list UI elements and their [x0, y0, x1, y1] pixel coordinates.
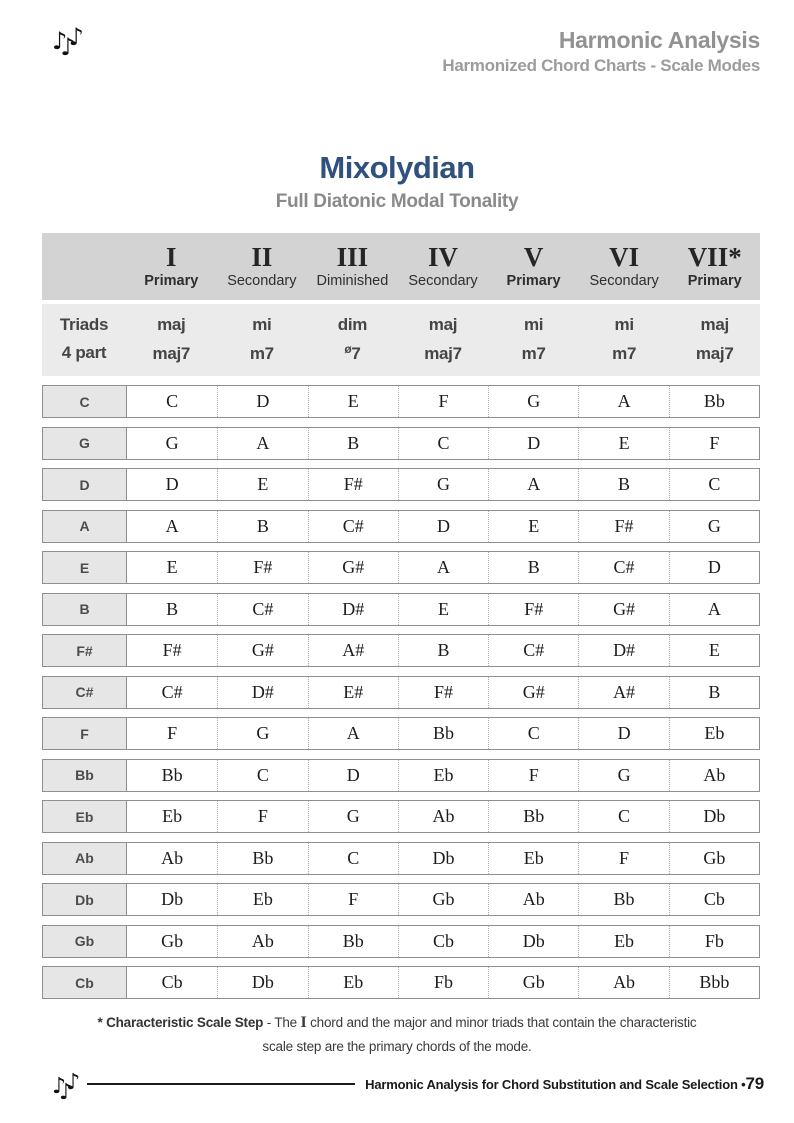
- chord-cell: E: [308, 386, 398, 417]
- page-number: 79: [745, 1074, 764, 1094]
- chord-cell: B: [669, 677, 759, 708]
- column-header-II: [217, 233, 308, 300]
- key-row: [42, 676, 760, 709]
- chord-cell: Bb: [488, 801, 578, 832]
- chord-cell: E: [398, 594, 488, 625]
- column-header-V: [488, 233, 579, 300]
- footnote: [0, 1010, 794, 1057]
- triad-quality: maj: [157, 315, 186, 334]
- chord-cell: Ab: [669, 760, 759, 791]
- chord-cell: Cb: [161, 972, 183, 992]
- chord-cell: D: [308, 760, 398, 791]
- chord-cell: A#: [578, 677, 668, 708]
- key-label: C: [43, 386, 127, 417]
- chord-cell: E: [166, 557, 178, 577]
- key-label: C#: [43, 677, 127, 708]
- key-row: [42, 966, 760, 999]
- music-notes-icon: [52, 1070, 74, 1106]
- key-row: [42, 717, 760, 750]
- chord-cell: G: [669, 511, 759, 542]
- mode-subtitle: Full Diatonic Modal Tonality: [275, 191, 519, 212]
- key-label: F: [43, 718, 127, 749]
- chord-cell: D: [165, 474, 179, 494]
- document-title: Harmonic Analysis: [558, 27, 760, 53]
- chord-cell: D#: [217, 677, 307, 708]
- fourpart-quality: [126, 342, 217, 364]
- fourpart-text: maj7: [424, 344, 462, 363]
- chord-cell: Ab: [161, 847, 184, 868]
- eighth-note-icon: ♪: [52, 1074, 60, 1100]
- column-header-I: [126, 233, 217, 300]
- key-label: B: [43, 594, 127, 625]
- footnote-roman-numeral: I: [300, 1014, 307, 1031]
- chord-cell: Bb: [398, 718, 488, 749]
- fourpart-quality: [217, 342, 308, 364]
- page-header: [0, 0, 794, 76]
- chord-cell: Cb: [669, 884, 759, 915]
- chord-cell: Gb: [669, 843, 759, 874]
- chord-cell: G#: [217, 635, 307, 666]
- function-label: Primary: [506, 273, 561, 289]
- chord-cell: F: [669, 428, 759, 459]
- footer-bullet: •: [741, 1077, 746, 1093]
- chord-quality-band: [42, 304, 760, 376]
- chord-cell: F: [488, 760, 578, 791]
- chord-cell: Db: [488, 926, 578, 957]
- chord-cell: C#: [308, 511, 398, 542]
- fourpart-text: 7: [351, 344, 361, 363]
- key-label: G: [43, 428, 127, 459]
- chord-cell: E: [669, 635, 759, 666]
- chord-cell: C#: [578, 552, 668, 583]
- chord-cell: F#: [398, 677, 488, 708]
- chord-cell: D: [578, 718, 668, 749]
- chord-cell: Eb: [578, 926, 668, 957]
- chord-cell: F#: [217, 552, 307, 583]
- key-label: A: [43, 511, 127, 542]
- chord-cell: Eb: [669, 718, 759, 749]
- function-label: Secondary: [589, 273, 659, 289]
- chord-chart: [42, 233, 760, 999]
- mode-title-block: [0, 150, 794, 213]
- chord-cell: C: [488, 718, 578, 749]
- music-notes-icon: [52, 23, 77, 61]
- chord-cell: B: [398, 635, 488, 666]
- chord-cell: Bb: [217, 843, 307, 874]
- document-subtitle: Harmonized Chord Charts - Scale Modes: [442, 55, 760, 75]
- eighth-note-icon: ♪: [68, 23, 77, 51]
- footer-book-title: Harmonic Analysis for Chord Substitution and Scale Selection: [365, 1077, 738, 1093]
- chord-cell: Db: [669, 801, 759, 832]
- chord-cell: A#: [308, 635, 398, 666]
- triad-quality: maj: [700, 315, 729, 334]
- eighth-note-icon: ♪: [59, 1080, 67, 1106]
- triad-quality: maj: [428, 315, 458, 334]
- key-label: Eb: [43, 801, 127, 832]
- chord-cell: Ab: [398, 801, 488, 832]
- header-spacer: [42, 233, 126, 300]
- chord-cell: Fb: [398, 967, 488, 998]
- key-row: [42, 800, 760, 833]
- fourpart-text: maj7: [695, 344, 734, 363]
- fourpart-quality: [579, 342, 670, 364]
- chord-cell: B: [488, 552, 578, 583]
- chord-cell: G: [217, 718, 307, 749]
- key-label: F#: [43, 635, 127, 666]
- chord-cell: B: [578, 469, 668, 500]
- chord-cell: Gb: [488, 967, 578, 998]
- triads-row-label: Triads: [59, 315, 109, 334]
- chord-cell: A: [308, 718, 398, 749]
- chord-cell: C: [217, 760, 307, 791]
- chord-cell: Eb: [217, 884, 307, 915]
- chord-cell: Ab: [217, 926, 307, 957]
- chord-cell: G: [398, 469, 488, 500]
- chord-cell: A: [488, 469, 578, 500]
- key-row: [42, 385, 760, 418]
- chord-cell: Cb: [398, 926, 488, 957]
- triad-quality: mi: [614, 315, 634, 334]
- mode-title: Mixolydian: [319, 150, 475, 185]
- column-header-VI: [579, 233, 670, 300]
- chord-cell: C#: [217, 594, 307, 625]
- chord-cell: E: [217, 469, 307, 500]
- chord-cell: Eb: [398, 760, 488, 791]
- chord-cell: B: [166, 598, 179, 619]
- footnote-line2: scale step are the primary chords of the mode.: [262, 1038, 532, 1054]
- chord-cell: F#: [578, 511, 668, 542]
- chord-cell: Eb: [162, 806, 183, 826]
- fourpart-quality: [307, 342, 398, 364]
- chord-cell: Bbb: [669, 967, 759, 998]
- chord-cell: Bb: [308, 926, 398, 957]
- key-rows: [42, 385, 760, 999]
- chord-cell: Ab: [578, 967, 668, 998]
- key-row: [42, 883, 760, 916]
- chord-cell: C: [578, 801, 668, 832]
- footer-text: [365, 1074, 764, 1094]
- key-row: [42, 634, 760, 667]
- chord-cell: F: [398, 386, 488, 417]
- roman-numeral: I: [166, 242, 177, 272]
- chord-cell: Bb: [578, 884, 668, 915]
- key-row: [42, 427, 760, 460]
- footer-rule: [87, 1083, 355, 1085]
- key-label: Cb: [43, 967, 127, 998]
- chord-cell: Db: [398, 843, 488, 874]
- fourpart-quality: [488, 342, 579, 364]
- key-label: D: [43, 469, 127, 500]
- scale-degree-header: [42, 233, 760, 300]
- key-label: Db: [43, 884, 127, 915]
- triad-quality: mi: [252, 315, 272, 334]
- function-label: Secondary: [227, 273, 297, 289]
- page-footer: [52, 1070, 764, 1106]
- chord-cell: Db: [217, 967, 307, 998]
- key-row: [42, 551, 760, 584]
- fourpart-text: maj7: [152, 344, 191, 363]
- fourpart-text: m7: [521, 344, 546, 363]
- chord-cell: B: [308, 428, 398, 459]
- function-label: Secondary: [408, 273, 478, 289]
- half-diminished-symbol: ø: [344, 342, 352, 356]
- key-row: [42, 842, 760, 875]
- chord-cell: C: [669, 469, 759, 500]
- function-label: Primary: [144, 273, 199, 289]
- key-label: Ab: [43, 843, 127, 874]
- chord-cell: D: [398, 511, 488, 542]
- chord-cell: D#: [308, 594, 398, 625]
- chord-cell: F: [578, 843, 668, 874]
- column-header-VII: [669, 233, 760, 300]
- chord-cell: Db: [161, 889, 184, 909]
- chord-cell: Ab: [488, 884, 578, 915]
- chord-cell: G: [165, 432, 179, 453]
- roman-numeral: II: [251, 242, 273, 272]
- fourpart-quality: [398, 342, 489, 364]
- chord-cell: B: [217, 511, 307, 542]
- chord-cell: A: [398, 552, 488, 583]
- function-label: Primary: [687, 273, 742, 289]
- function-label: Diminished: [316, 273, 389, 289]
- chord-cell: Bb: [161, 764, 183, 785]
- chord-cell: Eb: [488, 843, 578, 874]
- chord-cell: E: [578, 428, 668, 459]
- chord-cell: A: [217, 428, 307, 459]
- chord-cell: C: [308, 843, 398, 874]
- chord-cell: E#: [308, 677, 398, 708]
- fourpart-text: m7: [612, 344, 637, 363]
- roman-numeral: VII*: [687, 242, 742, 272]
- triad-quality: mi: [523, 315, 544, 334]
- chord-cell: Gb: [398, 884, 488, 915]
- chord-cell: E: [488, 511, 578, 542]
- chord-cell: F#: [488, 594, 578, 625]
- chord-cell: A: [578, 386, 668, 417]
- footnote-mid: - The: [263, 1015, 301, 1030]
- chord-cell: Eb: [308, 967, 398, 998]
- key-row: [42, 593, 760, 626]
- column-header-III: [307, 233, 398, 300]
- key-row: [42, 759, 760, 792]
- chord-cell: D#: [578, 635, 668, 666]
- footnote-rest: chord and the major and minor triads that contain the characteristic: [306, 1015, 697, 1030]
- chord-cell: F: [167, 723, 178, 743]
- chord-cell: F: [308, 884, 398, 915]
- key-label: E: [43, 552, 127, 583]
- fourpart-row: [42, 339, 760, 367]
- fourpart-text: m7: [249, 344, 274, 363]
- chord-cell: F: [217, 801, 307, 832]
- chord-cell: C: [166, 391, 179, 411]
- chord-cell: D: [217, 386, 307, 417]
- chord-cell: G: [488, 386, 578, 417]
- chord-cell: C#: [488, 635, 578, 666]
- chord-cell: G#: [578, 594, 668, 625]
- eighth-note-icon: ♪: [60, 33, 69, 61]
- triad-quality: dim: [337, 315, 368, 334]
- fourpart-quality: [669, 342, 760, 364]
- chord-cell: G: [308, 801, 398, 832]
- footnote-lead: * Characteristic Scale Step: [97, 1015, 264, 1030]
- document-titles: [442, 26, 760, 76]
- chord-cell: A: [165, 515, 179, 536]
- chord-cell: Bb: [669, 386, 759, 417]
- chord-cell: C#: [161, 681, 183, 702]
- key-row: [42, 925, 760, 958]
- eighth-note-icon: ♪: [66, 1070, 74, 1096]
- chord-cell: D: [669, 552, 759, 583]
- chord-cell: F#: [162, 640, 182, 660]
- chord-cell: A: [669, 594, 759, 625]
- key-row: [42, 510, 760, 543]
- column-header-IV: [398, 233, 489, 300]
- roman-numeral: IV: [427, 242, 458, 272]
- key-label: Gb: [43, 926, 127, 957]
- fourpart-row-label: 4 part: [61, 343, 107, 362]
- chord-cell: D: [488, 428, 578, 459]
- roman-numeral: V: [523, 242, 544, 272]
- chord-cell: Gb: [161, 930, 184, 951]
- key-label: Bb: [43, 760, 127, 791]
- eighth-note-icon: ♪: [52, 27, 61, 55]
- key-row: [42, 468, 760, 501]
- triads-row: [42, 311, 760, 339]
- roman-numeral: VI: [609, 242, 640, 272]
- roman-numeral: III: [336, 242, 369, 272]
- chord-cell: C: [398, 428, 488, 459]
- chord-cell: G#: [488, 677, 578, 708]
- chord-cell: G#: [308, 552, 398, 583]
- chord-cell: Fb: [669, 926, 759, 957]
- chord-cell: G: [578, 760, 668, 791]
- chord-cell: F#: [308, 469, 398, 500]
